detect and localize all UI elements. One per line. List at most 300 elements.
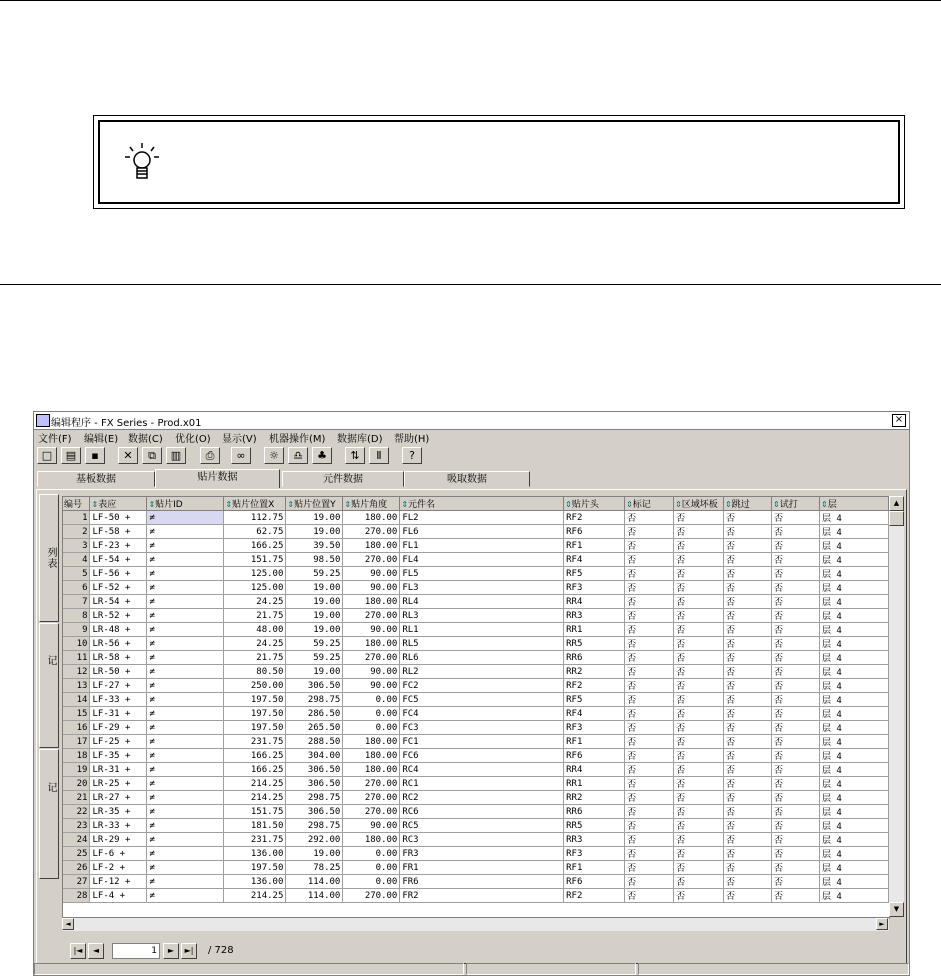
- last-page-icon[interactable]: ►|: [181, 943, 197, 959]
- table-cell[interactable]: 否: [724, 707, 772, 721]
- table-cell[interactable]: 3: [63, 539, 90, 553]
- table-cell[interactable]: 否: [625, 875, 674, 889]
- table-cell[interactable]: ≠: [147, 679, 224, 693]
- side-tab-badmark[interactable]: [39, 749, 59, 879]
- column-header[interactable]: [772, 497, 820, 511]
- table-cell[interactable]: 48.00: [224, 623, 286, 637]
- table-cell[interactable]: 层 4: [819, 889, 888, 903]
- table-cell[interactable]: ≠: [147, 847, 224, 861]
- table-cell[interactable]: ≠: [147, 875, 224, 889]
- table-cell[interactable]: 7: [63, 595, 90, 609]
- table-cell[interactable]: 否: [674, 525, 724, 539]
- table-cell[interactable]: 24: [63, 833, 90, 847]
- table-cell[interactable]: 否: [772, 721, 820, 735]
- table-cell[interactable]: FR1: [400, 861, 564, 875]
- table-cell[interactable]: FC2: [400, 679, 564, 693]
- table-cell[interactable]: 19.00: [286, 511, 343, 525]
- table-cell[interactable]: 层 4: [819, 623, 888, 637]
- table-cell[interactable]: ≠: [147, 637, 224, 651]
- table-cell[interactable]: 19.00: [286, 595, 343, 609]
- table-cell[interactable]: ≠: [147, 609, 224, 623]
- table-cell[interactable]: 否: [772, 567, 820, 581]
- table-cell[interactable]: 层 4: [819, 735, 888, 749]
- table-cell[interactable]: 否: [772, 525, 820, 539]
- table-cell[interactable]: 否: [772, 595, 820, 609]
- table-cell[interactable]: 否: [625, 707, 674, 721]
- table-cell[interactable]: 层 4: [819, 595, 888, 609]
- table-cell[interactable]: 层 4: [819, 763, 888, 777]
- column-header[interactable]: [400, 497, 564, 511]
- table-cell[interactable]: 否: [772, 805, 820, 819]
- table-cell[interactable]: LR-27 +: [90, 791, 147, 805]
- table-cell[interactable]: 否: [724, 665, 772, 679]
- table-cell[interactable]: 层 4: [819, 749, 888, 763]
- table-cell[interactable]: 8: [63, 609, 90, 623]
- table-cell[interactable]: 否: [724, 735, 772, 749]
- scroll-right-icon[interactable]: ►: [876, 918, 888, 930]
- table-cell[interactable]: FR6: [400, 875, 564, 889]
- table-cell[interactable]: 114.00: [286, 889, 343, 903]
- table-cell[interactable]: FL3: [400, 581, 564, 595]
- table-cell[interactable]: 0.00: [343, 721, 400, 735]
- table-cell[interactable]: 否: [674, 609, 724, 623]
- table-cell[interactable]: 否: [674, 889, 724, 903]
- tab-placement-data[interactable]: 贴片数据: [155, 469, 280, 488]
- table-cell[interactable]: 306.50: [286, 777, 343, 791]
- table-cell[interactable]: ≠: [147, 665, 224, 679]
- table-cell[interactable]: 0.00: [343, 875, 400, 889]
- table-cell[interactable]: LF-4 +: [90, 889, 147, 903]
- save-button[interactable]: ▪: [85, 447, 105, 464]
- table-cell[interactable]: 层 4: [819, 679, 888, 693]
- table-cell[interactable]: 否: [625, 567, 674, 581]
- table-cell[interactable]: 306.50: [286, 679, 343, 693]
- table-cell[interactable]: 292.00: [286, 833, 343, 847]
- table-cell[interactable]: 16: [63, 721, 90, 735]
- table-cell[interactable]: 112.75: [224, 511, 286, 525]
- table-row[interactable]: [63, 889, 889, 903]
- table-cell[interactable]: 62.75: [224, 525, 286, 539]
- column-header[interactable]: [343, 497, 400, 511]
- table-cell[interactable]: 否: [724, 777, 772, 791]
- table-cell[interactable]: 否: [625, 777, 674, 791]
- table-cell[interactable]: 否: [772, 539, 820, 553]
- table-cell[interactable]: 否: [772, 707, 820, 721]
- table-cell[interactable]: 否: [625, 539, 674, 553]
- table-cell[interactable]: RF3: [564, 847, 625, 861]
- table-cell[interactable]: 12: [63, 665, 90, 679]
- scroll-up-icon[interactable]: ▲: [889, 496, 904, 511]
- table-cell[interactable]: 180.00: [343, 637, 400, 651]
- table-cell[interactable]: 否: [625, 791, 674, 805]
- table-cell[interactable]: RF6: [564, 875, 625, 889]
- table-row[interactable]: [63, 665, 889, 679]
- table-cell[interactable]: 10: [63, 637, 90, 651]
- column-header[interactable]: [63, 497, 90, 511]
- table-cell[interactable]: 否: [724, 721, 772, 735]
- table-cell[interactable]: 180.00: [343, 749, 400, 763]
- table-cell[interactable]: 否: [772, 749, 820, 763]
- table-cell[interactable]: 180.00: [343, 833, 400, 847]
- table-cell[interactable]: LF-29 +: [90, 721, 147, 735]
- tab-pickup-data[interactable]: 吸取数据: [404, 471, 530, 487]
- table-cell[interactable]: 层 4: [819, 693, 888, 707]
- table-cell[interactable]: 197.50: [224, 693, 286, 707]
- menu-machine[interactable]: 机器操作(M): [269, 434, 326, 445]
- table-cell[interactable]: 否: [625, 665, 674, 679]
- table-cell[interactable]: 59.25: [286, 651, 343, 665]
- table-cell[interactable]: 层 4: [819, 539, 888, 553]
- table-cell[interactable]: 15: [63, 707, 90, 721]
- table-row[interactable]: [63, 805, 889, 819]
- table-cell[interactable]: 否: [674, 833, 724, 847]
- table-cell[interactable]: 否: [724, 553, 772, 567]
- table-cell[interactable]: 否: [724, 609, 772, 623]
- table-cell[interactable]: 17: [63, 735, 90, 749]
- table-cell[interactable]: RC3: [400, 833, 564, 847]
- table-row[interactable]: [63, 525, 889, 539]
- table-cell[interactable]: 180.00: [343, 539, 400, 553]
- table-cell[interactable]: 21.75: [224, 651, 286, 665]
- table-cell[interactable]: LF-58 +: [90, 525, 147, 539]
- table-cell[interactable]: RR5: [564, 819, 625, 833]
- table-cell[interactable]: 否: [674, 819, 724, 833]
- table-cell[interactable]: 层 4: [819, 665, 888, 679]
- table-cell[interactable]: 181.50: [224, 819, 286, 833]
- table-cell[interactable]: 否: [772, 819, 820, 833]
- table-cell[interactable]: 18: [63, 749, 90, 763]
- table-cell[interactable]: 270.00: [343, 553, 400, 567]
- table-cell[interactable]: ≠: [147, 735, 224, 749]
- new-file-button[interactable]: □: [37, 447, 57, 464]
- tab-part-data[interactable]: 元件数据: [282, 471, 404, 487]
- table-cell[interactable]: 19.00: [286, 525, 343, 539]
- table-cell[interactable]: RL3: [400, 609, 564, 623]
- table-cell[interactable]: LR-29 +: [90, 833, 147, 847]
- table-cell[interactable]: RR4: [564, 595, 625, 609]
- table-cell[interactable]: 90.00: [343, 679, 400, 693]
- table-cell[interactable]: 否: [625, 651, 674, 665]
- table-cell[interactable]: RR6: [564, 651, 625, 665]
- column-header[interactable]: [90, 497, 147, 511]
- table-cell[interactable]: 否: [724, 539, 772, 553]
- menu-help[interactable]: 帮助(H): [394, 434, 430, 445]
- paste-button[interactable]: ▥: [166, 447, 186, 464]
- table-cell[interactable]: 否: [772, 581, 820, 595]
- table-cell[interactable]: 180.00: [343, 735, 400, 749]
- table-cell[interactable]: 0.00: [343, 861, 400, 875]
- column-header[interactable]: [625, 497, 674, 511]
- table-cell[interactable]: 否: [724, 749, 772, 763]
- table-cell[interactable]: 否: [724, 833, 772, 847]
- table-cell[interactable]: 否: [724, 693, 772, 707]
- table-row[interactable]: [63, 637, 889, 651]
- table-cell[interactable]: RF1: [564, 861, 625, 875]
- table-cell[interactable]: 298.75: [286, 693, 343, 707]
- help-button[interactable]: ?: [402, 447, 422, 464]
- table-cell[interactable]: 否: [625, 749, 674, 763]
- table-cell[interactable]: 否: [724, 861, 772, 875]
- table-cell[interactable]: 21: [63, 791, 90, 805]
- table-cell[interactable]: 否: [674, 651, 724, 665]
- table-cell[interactable]: 层 4: [819, 875, 888, 889]
- table-cell[interactable]: 22: [63, 805, 90, 819]
- table-cell[interactable]: ≠: [147, 707, 224, 721]
- table-cell[interactable]: 286.50: [286, 707, 343, 721]
- table-row[interactable]: [63, 539, 889, 553]
- table-cell[interactable]: 否: [724, 525, 772, 539]
- table-cell[interactable]: 否: [772, 875, 820, 889]
- table-cell[interactable]: FR3: [400, 847, 564, 861]
- table-cell[interactable]: 90.00: [343, 665, 400, 679]
- table-cell[interactable]: 9: [63, 623, 90, 637]
- column-header[interactable]: [147, 497, 224, 511]
- table-row[interactable]: [63, 861, 889, 875]
- table-row[interactable]: [63, 777, 889, 791]
- table-cell[interactable]: 否: [625, 595, 674, 609]
- table-cell[interactable]: RF3: [564, 581, 625, 595]
- table-cell[interactable]: ≠: [147, 777, 224, 791]
- table-cell[interactable]: 否: [724, 511, 772, 525]
- table-cell[interactable]: RR1: [564, 777, 625, 791]
- table-cell[interactable]: RR4: [564, 763, 625, 777]
- table-cell[interactable]: ≠: [147, 791, 224, 805]
- table-cell[interactable]: FC3: [400, 721, 564, 735]
- table-cell[interactable]: 否: [674, 665, 724, 679]
- table-cell[interactable]: 231.75: [224, 833, 286, 847]
- table-cell[interactable]: 166.25: [224, 539, 286, 553]
- table-cell[interactable]: ≠: [147, 553, 224, 567]
- first-page-icon[interactable]: |◄: [70, 943, 86, 959]
- table-row[interactable]: [63, 749, 889, 763]
- table-cell[interactable]: 270.00: [343, 525, 400, 539]
- table-cell[interactable]: RC5: [400, 819, 564, 833]
- table-cell[interactable]: 197.50: [224, 707, 286, 721]
- table-cell[interactable]: 层 4: [819, 637, 888, 651]
- table-cell[interactable]: LF-33 +: [90, 693, 147, 707]
- table-cell[interactable]: 否: [625, 735, 674, 749]
- table-cell[interactable]: LF-23 +: [90, 539, 147, 553]
- table-cell[interactable]: FL6: [400, 525, 564, 539]
- table-cell[interactable]: LF-6 +: [90, 847, 147, 861]
- table-cell[interactable]: 151.75: [224, 805, 286, 819]
- table-cell[interactable]: 否: [772, 651, 820, 665]
- menu-file[interactable]: 文件(F): [38, 434, 72, 445]
- table-cell[interactable]: 层 4: [819, 553, 888, 567]
- table-cell[interactable]: LF-54 +: [90, 553, 147, 567]
- table-cell[interactable]: 否: [625, 609, 674, 623]
- table-row[interactable]: [63, 721, 889, 735]
- tab-board-data[interactable]: 基板数据: [37, 471, 155, 487]
- table-cell[interactable]: LF-35 +: [90, 749, 147, 763]
- close-button[interactable]: ×: [892, 414, 906, 427]
- table-cell[interactable]: 288.50: [286, 735, 343, 749]
- table-cell[interactable]: 否: [724, 763, 772, 777]
- menu-view[interactable]: 显示(V): [222, 434, 257, 445]
- table-cell[interactable]: RF3: [564, 721, 625, 735]
- table-cell[interactable]: 180.00: [343, 595, 400, 609]
- table-cell[interactable]: 否: [772, 623, 820, 637]
- copy-button[interactable]: ⧉: [142, 447, 162, 464]
- table-cell[interactable]: 270.00: [343, 651, 400, 665]
- table-cell[interactable]: 否: [674, 721, 724, 735]
- table-cell[interactable]: 298.75: [286, 791, 343, 805]
- table-cell[interactable]: 否: [674, 581, 724, 595]
- table-row[interactable]: [63, 847, 889, 861]
- table-cell[interactable]: FL5: [400, 567, 564, 581]
- table-cell[interactable]: 214.25: [224, 889, 286, 903]
- table-cell[interactable]: 114.00: [286, 875, 343, 889]
- table-cell[interactable]: 否: [772, 693, 820, 707]
- table-cell[interactable]: RR2: [564, 791, 625, 805]
- table-cell[interactable]: 否: [625, 623, 674, 637]
- table-cell[interactable]: RC2: [400, 791, 564, 805]
- table-cell[interactable]: 23: [63, 819, 90, 833]
- table-cell[interactable]: LF-25 +: [90, 735, 147, 749]
- table-cell[interactable]: 59.25: [286, 567, 343, 581]
- table-cell[interactable]: RC4: [400, 763, 564, 777]
- table-cell[interactable]: 否: [674, 875, 724, 889]
- table-cell[interactable]: RR5: [564, 637, 625, 651]
- table-cell[interactable]: 20: [63, 777, 90, 791]
- table-cell[interactable]: 层 4: [819, 847, 888, 861]
- table-cell[interactable]: 否: [625, 511, 674, 525]
- table-cell[interactable]: 否: [674, 861, 724, 875]
- table-cell[interactable]: 否: [772, 609, 820, 623]
- table-cell[interactable]: 298.75: [286, 819, 343, 833]
- table-row[interactable]: [63, 511, 889, 525]
- table-cell[interactable]: 270.00: [343, 791, 400, 805]
- table-cell[interactable]: 否: [625, 861, 674, 875]
- table-cell[interactable]: LR-50 +: [90, 665, 147, 679]
- table-row[interactable]: [63, 875, 889, 889]
- table-cell[interactable]: 25: [63, 847, 90, 861]
- column-header[interactable]: [286, 497, 343, 511]
- table-row[interactable]: [63, 567, 889, 581]
- table-cell[interactable]: 否: [625, 833, 674, 847]
- table-cell[interactable]: LR-56 +: [90, 637, 147, 651]
- next-page-icon[interactable]: ►: [163, 943, 179, 959]
- open-folder-button[interactable]: ▤: [61, 447, 81, 464]
- table-cell[interactable]: 250.00: [224, 679, 286, 693]
- table-cell[interactable]: 层 4: [819, 833, 888, 847]
- table-cell[interactable]: 否: [674, 623, 724, 637]
- table-cell[interactable]: 270.00: [343, 777, 400, 791]
- menu-edit[interactable]: 编辑(E): [84, 434, 119, 445]
- table-cell[interactable]: 26: [63, 861, 90, 875]
- table-cell[interactable]: 否: [674, 553, 724, 567]
- table-cell[interactable]: RR3: [564, 609, 625, 623]
- table-cell[interactable]: 否: [674, 735, 724, 749]
- table-cell[interactable]: 否: [772, 637, 820, 651]
- table-cell[interactable]: ≠: [147, 833, 224, 847]
- table-cell[interactable]: 否: [674, 637, 724, 651]
- prev-page-icon[interactable]: ◄: [88, 943, 104, 959]
- table-cell[interactable]: 90.00: [343, 581, 400, 595]
- table-cell[interactable]: 否: [674, 707, 724, 721]
- table-cell[interactable]: 28: [63, 889, 90, 903]
- table-cell[interactable]: 4: [63, 553, 90, 567]
- table-cell[interactable]: 否: [674, 749, 724, 763]
- lightbulb-button[interactable]: ☼: [264, 447, 284, 464]
- table-cell[interactable]: FC6: [400, 749, 564, 763]
- table-cell[interactable]: 151.75: [224, 553, 286, 567]
- print-button[interactable]: ⎙: [200, 447, 220, 464]
- table-cell[interactable]: LF-52 +: [90, 581, 147, 595]
- table-cell[interactable]: 层 4: [819, 567, 888, 581]
- table-cell[interactable]: RF4: [564, 707, 625, 721]
- table-row[interactable]: [63, 595, 889, 609]
- table-cell[interactable]: 166.25: [224, 749, 286, 763]
- table-cell[interactable]: 11: [63, 651, 90, 665]
- table-cell[interactable]: 265.50: [286, 721, 343, 735]
- table-cell[interactable]: 90.00: [343, 819, 400, 833]
- table-cell[interactable]: 19.00: [286, 623, 343, 637]
- table-cell[interactable]: 136.00: [224, 875, 286, 889]
- table-cell[interactable]: RF4: [564, 553, 625, 567]
- table-cell[interactable]: 否: [625, 525, 674, 539]
- table-cell[interactable]: 98.50: [286, 553, 343, 567]
- table-cell[interactable]: 否: [625, 763, 674, 777]
- table-cell[interactable]: RF2: [564, 679, 625, 693]
- table-cell[interactable]: RL6: [400, 651, 564, 665]
- table-cell[interactable]: ≠: [147, 763, 224, 777]
- table-cell[interactable]: 否: [724, 847, 772, 861]
- table-cell[interactable]: 否: [772, 679, 820, 693]
- table-cell[interactable]: ≠: [147, 889, 224, 903]
- table-cell[interactable]: 否: [674, 791, 724, 805]
- table-cell[interactable]: ≠: [147, 581, 224, 595]
- menu-database[interactable]: 数据库(D): [337, 434, 383, 445]
- page-number-input[interactable]: 1: [112, 943, 160, 959]
- scroll-left-icon[interactable]: ◄: [62, 918, 74, 930]
- table-cell[interactable]: 否: [772, 847, 820, 861]
- table-cell[interactable]: FL1: [400, 539, 564, 553]
- table-cell[interactable]: 层 4: [819, 861, 888, 875]
- table-row[interactable]: [63, 735, 889, 749]
- table-cell[interactable]: FL2: [400, 511, 564, 525]
- table-cell[interactable]: 166.25: [224, 763, 286, 777]
- table-cell[interactable]: 19.00: [286, 609, 343, 623]
- side-tab-fiducial[interactable]: [39, 623, 59, 748]
- table-cell[interactable]: RR1: [564, 623, 625, 637]
- table-cell[interactable]: RC6: [400, 805, 564, 819]
- table-cell[interactable]: 否: [724, 567, 772, 581]
- table-cell[interactable]: 层 4: [819, 511, 888, 525]
- table-cell[interactable]: LR-35 +: [90, 805, 147, 819]
- table-cell[interactable]: 否: [674, 595, 724, 609]
- table-cell[interactable]: 19.00: [286, 847, 343, 861]
- table-cell[interactable]: 否: [772, 735, 820, 749]
- table-cell[interactable]: 否: [772, 763, 820, 777]
- table-cell[interactable]: 27: [63, 875, 90, 889]
- table-cell[interactable]: LR-52 +: [90, 609, 147, 623]
- table-cell[interactable]: ≠: [147, 539, 224, 553]
- table-cell[interactable]: 否: [674, 763, 724, 777]
- scroll-down-icon[interactable]: ▼: [889, 902, 904, 917]
- table-cell[interactable]: 21.75: [224, 609, 286, 623]
- table-cell[interactable]: 否: [625, 581, 674, 595]
- table-cell[interactable]: 否: [772, 511, 820, 525]
- table-cell[interactable]: 否: [625, 553, 674, 567]
- table-cell[interactable]: RL5: [400, 637, 564, 651]
- table-cell[interactable]: RL1: [400, 623, 564, 637]
- table-cell[interactable]: LR-33 +: [90, 819, 147, 833]
- cut-button[interactable]: ✕: [118, 447, 138, 464]
- table-cell[interactable]: 否: [625, 889, 674, 903]
- horizontal-scrollbar[interactable]: [62, 917, 889, 931]
- scroll-thumb[interactable]: [889, 511, 904, 526]
